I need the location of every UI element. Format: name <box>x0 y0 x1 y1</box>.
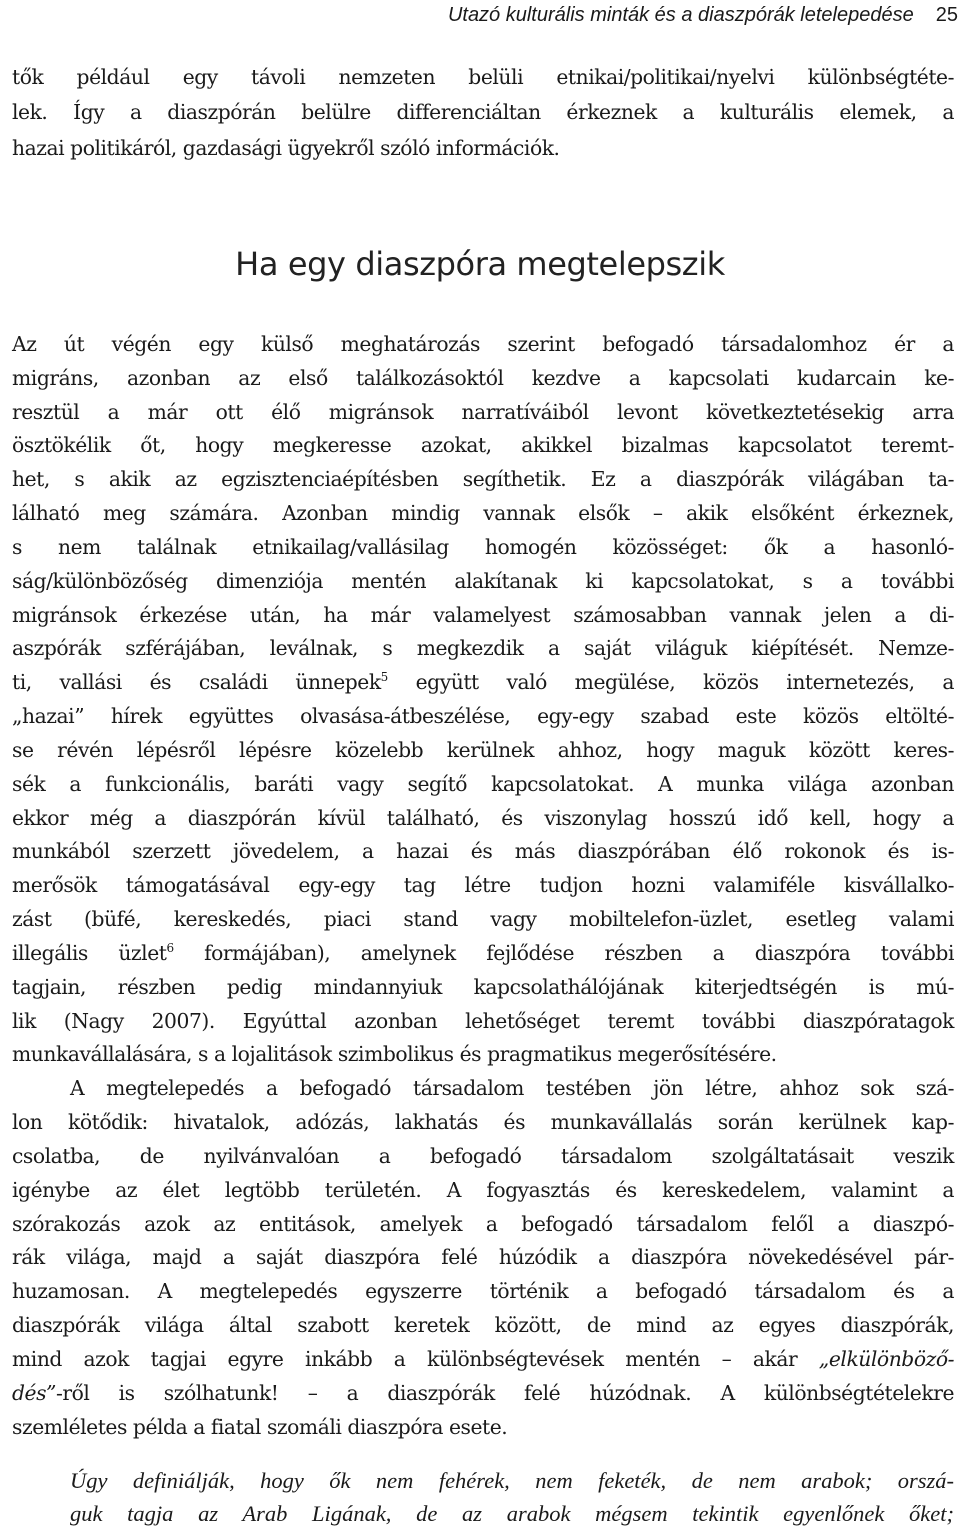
text-line: ösztökélik őt, hogy megkeresse azokat, akikkel bizalmas kapcsolatot teremt- <box>12 433 954 458</box>
section-heading: Ha egy diaszpóra megtelepszik <box>235 245 725 283</box>
text-line: resztül a már ott élő migránsok narratíváiból levont következtetésekig arra <box>12 399 954 424</box>
text-line: migráns, azonban az első találkozásoktól kezdve a kapcsolati kudarcain ke- <box>12 365 954 390</box>
text-line <box>12 937 954 971</box>
text-line: het, s akik az egzisztenciaépítésben segíthetik. Ez a diaszpórák világában ta- <box>12 467 954 492</box>
text-line: „hazai” hírek együttes olvasása-átbeszélése, egy-egy szabad este közös eltölté- <box>12 704 954 729</box>
paragraph-1 <box>12 328 954 1072</box>
running-head-title: Utazó kulturális minták és a diaszpórák letelepedése <box>447 4 914 26</box>
italic-term: dés” <box>12 1380 56 1405</box>
text-line: szemléletes példa a fiatal szomáli diaszpóra esete. <box>12 1414 508 1439</box>
text-span: illegális üzlet <box>12 940 167 965</box>
text-line: lik (Nagy 2007). Egyúttal azonban lehetőséget teremt további diaszpóratagok <box>12 1008 954 1033</box>
text-line: diaszpórák világa által szabott keretek között, de mind az egyes diaszpórák, <box>12 1313 954 1338</box>
text-line: zást (büfé, kereskedés, piaci stand vagy mobiltelefon-üzlet, esetleg valami <box>12 907 954 932</box>
footnote-ref-6[interactable]: 6 <box>166 940 174 955</box>
text-line <box>12 1377 954 1411</box>
text-line: aszpórák szférájában, leválnak, s megkezdik a saját világuk kiépítését. Nemze- <box>12 636 954 661</box>
text-span: -ről is szólhatunk! – a diaszpórák felé húzódnak. A különbségtételekre <box>55 1380 954 1405</box>
page-number: 25 <box>935 4 958 26</box>
text-line: tagjain, részben pedig mindannyiuk kapcsolathálójának kiterjedtségén is mú- <box>12 974 954 999</box>
quote-line: Úgy definiálják, hogy ők nem fehérek, nem feketék, de nem arabok; orszá- <box>70 1468 954 1493</box>
text-line: lálható meg számára. Azonban mindig vannak elsők – akik elsőként érkeznek, <box>12 501 954 526</box>
text-line: se révén lépésről lépésre közelebb kerülnek ahhoz, hogy maguk között keres- <box>12 737 954 762</box>
italic-term: „elkülönböző- <box>818 1346 954 1371</box>
text-line: sék a funkcionális, baráti vagy segítő kapcsolatokat. A munka világa azonban <box>12 771 954 796</box>
block-quote <box>12 1464 954 1531</box>
text-line: huzamosan. A megtelepedés egyszerre történik a befogadó társadalom és a <box>12 1279 954 1304</box>
text-line <box>12 1343 954 1377</box>
text-line: csolatba, de nyilvánvalóan a befogadó társadalom szolgáltatásait veszik <box>12 1143 954 1168</box>
text-line: s nem találnak etnikailag/vallásilag homogén közösséget: ők a hasonló- <box>12 534 954 559</box>
running-head <box>0 2 958 28</box>
text-line: munkavállalására, s a lojalitások szimbolikus és pragmatikus megerősítésére. <box>12 1042 777 1067</box>
text-line: ekkor még a diaszpórán kívül található, és viszonylag hosszú idő kell, hogy a <box>12 805 954 830</box>
text-line: Az út végén egy külső meghatározás szerint befogadó társadalomhoz ér a <box>12 332 954 356</box>
text-line: lek. Így a diaszpórán belülre differenciáltan érkeznek a kulturális elemek, a <box>12 100 954 125</box>
text-line: lon kötődik: hivatalok, adózás, lakhatás és munkavállalás során kerülnek kap- <box>12 1110 954 1135</box>
text-span: mind azok tagjai egyre inkább a különbségtevések mentén – akár <box>12 1346 819 1371</box>
text-span: formájában), amelynek fejlődése részben a diaszpóra további <box>173 940 954 965</box>
text-span: ti, vallási és családi ünnepek <box>12 670 381 695</box>
section-body <box>12 328 954 1444</box>
text-line: igénybe az élet legtöbb területén. A fogyasztás és kereskedelem, valamint a <box>12 1177 954 1202</box>
text-span: együtt való megülése, közös internetezés, a <box>387 670 954 695</box>
quote-line: guk tagja az Arab Ligának, de az arabok mégsem tekintik egyenlőnek őket; <box>70 1501 954 1527</box>
text-line: szórakozás azok az entitások, amelyek a befogadó társadalom felől a diaszpó- <box>12 1211 954 1236</box>
text-line: tők például egy távoli nemzeten belüli etnikai/politikai/nyelvi különbségtéte- <box>12 65 954 89</box>
continued-paragraph <box>12 60 954 166</box>
paragraph-2 <box>12 1072 954 1444</box>
text-line: rák világa, majd a saját diaszpóra felé húzódik a diaszpóra növekedésével pár- <box>12 1245 954 1270</box>
text-line: munkából szerzett jövedelem, a hazai és más diaszpórában élő rokonok és is- <box>12 839 954 864</box>
text-line: migránsok érkezése után, ha már valamelyest számosabban vannak jelen a di- <box>12 602 954 627</box>
text-line <box>12 666 954 700</box>
text-line: ság/különbözőség dimenziója mentén alakítanak ki kapcsolatokat, s a további <box>12 568 954 593</box>
text-line: merősök támogatásával egy-egy tag létre tudjon hozni valamiféle kisvállalko- <box>12 873 954 898</box>
text-line: A megtelepedés a befogadó társadalom testében jön létre, ahhoz sok szá- <box>70 1076 954 1101</box>
footnote-ref-5[interactable]: 5 <box>380 670 388 685</box>
text-line: hazai politikáról, gazdasági ügyekről szóló információk. <box>12 135 560 160</box>
